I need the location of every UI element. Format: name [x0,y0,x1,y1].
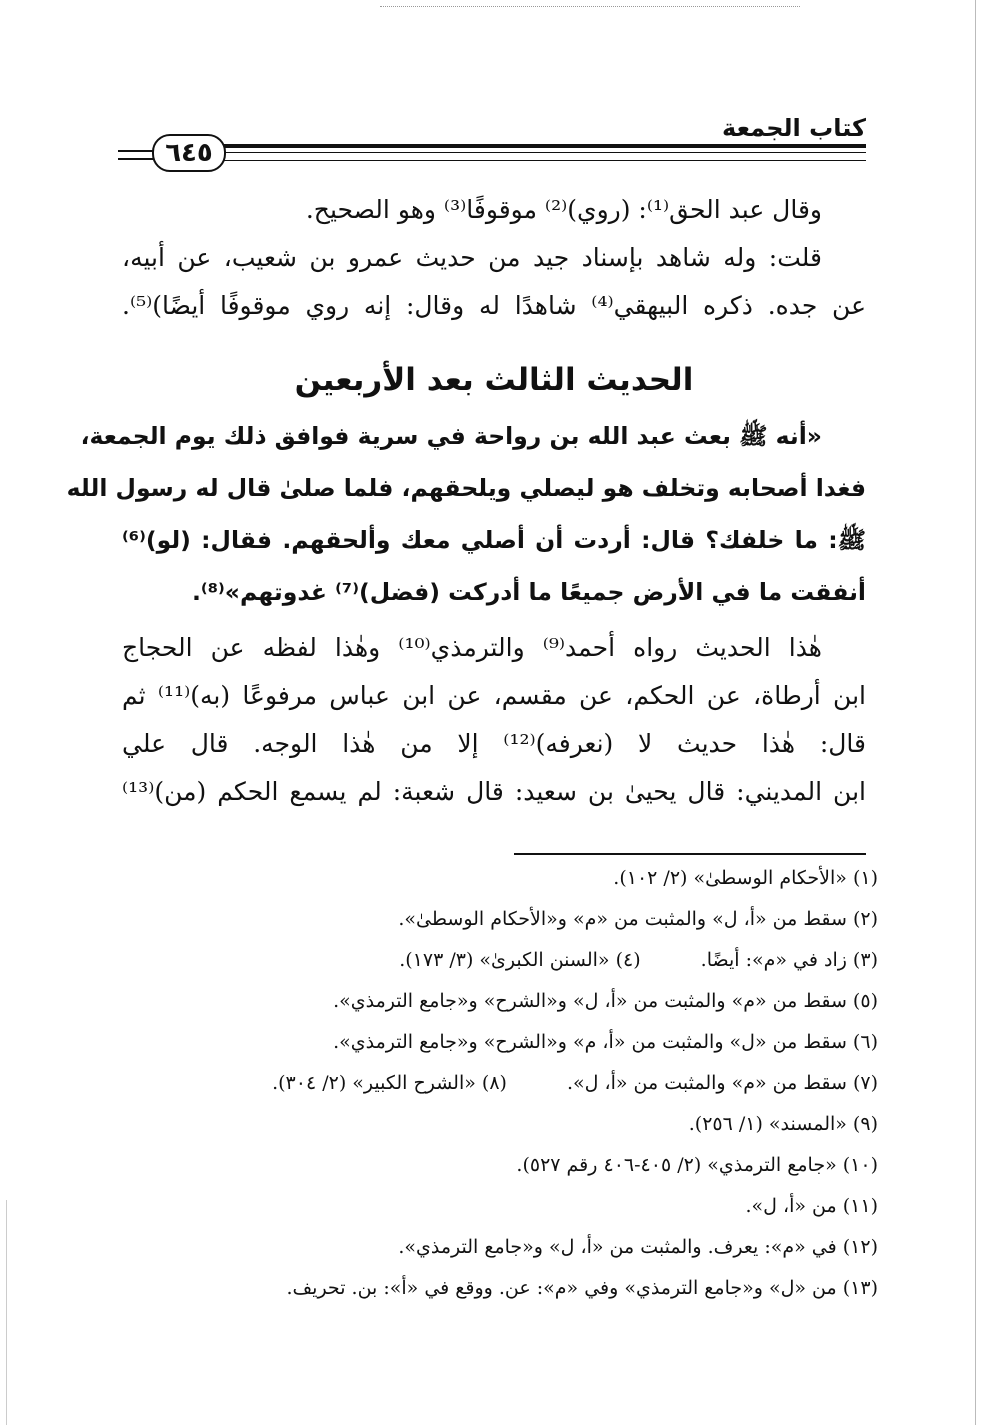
top-edge-mark [380,6,800,7]
section-heading: الحديث الثالث بعد الأربعين [294,362,694,398]
hadith-line: أنفقت ما في الأرض جميعًا ما أدركت (فضل)⁽⁷⁾ غدوتهم»⁽⁸⁾. [192,578,866,606]
hadith-text [66,410,866,618]
body-line: ابن أرطاة، عن الحكم، عن مقسم، عن ابن عباس مرفوعًا (به)⁽¹¹⁾ ثم [122,681,866,710]
body-line: ابن المديني: قال يحيىٰ بن سعيد: قال شعبة: لم يسمع الحكم (من)⁽¹³⁾ [122,777,866,806]
scan-edge-line [975,0,976,1425]
footnote-separator [514,853,866,855]
footnote: (٨) «الشرح الكبير» (٢/ ٣٠٤). [272,1072,507,1094]
footnote: (٣) زاد في «م»: أيضًا. [700,949,878,971]
footnote: (٧) سقط من «م» والمثبت من «أ، ل». [566,1072,878,1094]
body-line: وقال عبد الحق⁽¹⁾: (روي)⁽²⁾ موقوفًا⁽³⁾ وهو الصحيح. [305,195,822,224]
scan-edge-line-left [6,1200,7,1425]
main-text [66,186,867,816]
footnote: (١٢) في «م»: يعرف. والمثبت من «أ، ل» و«جامع الترمذي». [398,1236,878,1258]
footnote: (١١) من «أ، ل». [745,1195,878,1217]
footnote: (٤) «السنن الكبرىٰ» (٣/ ١٧٣). [399,949,641,971]
hadith-line: ﷺ: ما خلفك؟ قال: أردت أن أصلي معك وألحقهم. فقال: (لو)⁽⁶⁾ [122,526,866,554]
footnotes [122,858,878,1309]
footnote-pair [122,1063,878,1104]
body-line: هٰذا الحديث رواه أحمد⁽⁹⁾ والترمذي⁽¹⁰⁾ وهٰذا لفظه عن الحجاج [122,633,822,662]
footnote: (١) «الأحكام الوسطىٰ» (٢/ ١٠٢). [613,867,878,889]
footnote: (١٣) من «ل» و«جامع الترمذي» وفي «م»: عن. ووقع في «أ»: بن. تحريف. [286,1277,878,1299]
hadith-line: فغدا أصحابه وتخلف هو ليصلي ويلحقهم، فلما صلىٰ قال له رسول الله [66,474,866,502]
body-line: قال: هٰذا حديث لا (نعرفه)⁽¹²⁾ إلا من هٰذا الوجه. قال علي [122,729,866,758]
header-rule-mid [222,152,866,153]
page-header [118,108,866,178]
page-number: ٦٤٥ [152,134,226,172]
footnote: (١٠) «جامع الترمذي» (٢/ ٤٠٥-٤٠٦ رقم ٥٢٧). [516,1154,878,1176]
body-line: عن جده. ذكره البيهقي⁽⁴⁾ شاهدًا له وقال: إنه روي موقوفًا أيضًا)⁽⁵⁾. [122,291,867,320]
body-line: قلت: وله شاهد بإسناد جيد من حديث عمرو بن شعيب، عن أبيه، [122,243,822,272]
footnote: (٢) سقط من «أ، ل» والمثبت من «م» و«الأحكام الوسطىٰ». [398,908,878,930]
commentary-text [122,624,866,816]
hadith-line: «أنه ﷺ بعث عبد الله بن رواحة في سرية فوافق ذلك يوم الجمعة، [80,422,822,450]
running-title: كتاب الجمعة [722,114,866,142]
footnote-pair [122,940,878,981]
header-rule-thin [222,160,866,161]
header-rule-thick [222,144,866,148]
footnote: (٦) سقط من «ل» والمثبت من «أ، م» و«الشرح» و«جامع الترمذي». [333,1031,878,1053]
footnote: (٥) سقط من «م» والمثبت من «أ، ل» و«الشرح» و«جامع الترمذي». [333,990,878,1012]
footnote: (٩) «المسند» (١/ ٢٥٦). [688,1113,878,1135]
